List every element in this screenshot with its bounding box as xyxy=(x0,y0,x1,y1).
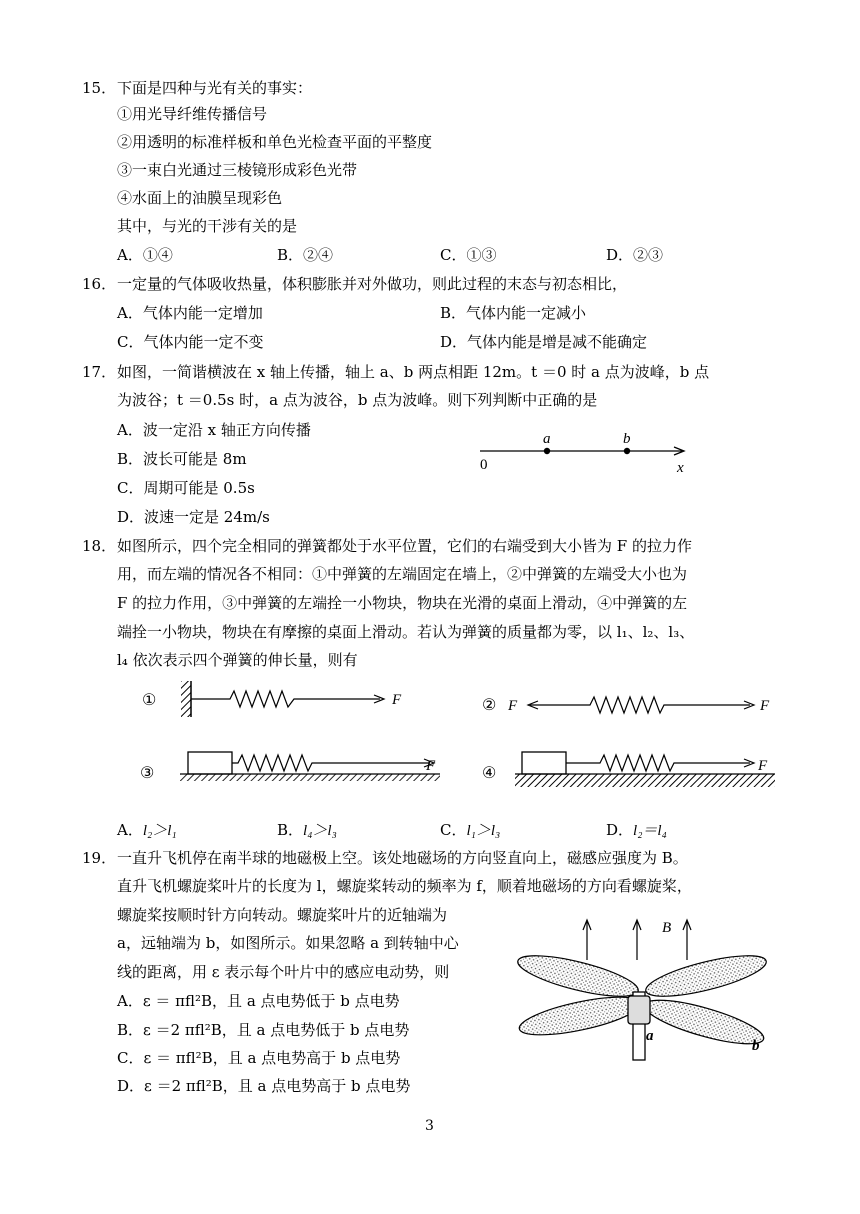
label-B: B xyxy=(662,920,672,936)
q15-number: 15． xyxy=(82,79,117,97)
q17-option-b[interactable]: B．波长可能是 8m xyxy=(117,450,247,468)
q18-option-d[interactable]: D．l₂＝l₄ xyxy=(606,821,667,839)
hub xyxy=(628,996,650,1024)
q17-stem-line1: 如图，一简谐横波在 x 轴上传播，轴上 a、b 两点相距 12m。t ＝0 时 a 点为波峰，b 点 xyxy=(117,363,710,381)
q15-option-c[interactable]: C．①③ xyxy=(440,246,497,264)
q17-option-a[interactable]: A．波一定沿 x 轴正方向传播 xyxy=(117,421,311,439)
spring-4 xyxy=(566,755,750,771)
q18-number: 18． xyxy=(82,537,117,555)
wall xyxy=(181,681,191,717)
q15-fact-2: ②用透明的标准样板和单色光检查平面的平整度 xyxy=(117,133,433,151)
q18-stem-line3: F 的拉力作用，③中弹簧的左端拴一小物块，物块在光滑的桌面上滑动，④中弹簧的左 xyxy=(117,594,688,612)
q19-option-a[interactable]: A．ε ＝ πfl²B，且 a 点电势低于 b 点电势 xyxy=(117,992,400,1010)
q19-stem-line4: a，远轴端为 b，如图所示。如果忽略 a 到转轴中心 xyxy=(117,934,459,952)
q19-option-b[interactable]: B．ε ＝2 πfl²B，且 a 点电势低于 b 点电势 xyxy=(117,1021,410,1039)
block-4 xyxy=(522,752,566,774)
q18-springs-figure xyxy=(130,675,790,800)
label-b: b xyxy=(623,431,631,447)
spring-3 xyxy=(232,755,430,771)
label-a: a xyxy=(646,1028,654,1044)
point-a xyxy=(544,448,550,454)
case-2-label: ② xyxy=(482,697,497,714)
q19-number: 19． xyxy=(82,849,117,867)
q17-option-c[interactable]: C．周期可能是 0.5s xyxy=(117,479,255,497)
block-3 xyxy=(188,752,232,774)
blade xyxy=(514,947,641,1004)
q19-stem-line3: 螺旋桨按顺时针方向转动。螺旋桨叶片的近轴端为 xyxy=(117,906,448,924)
case-4-label: ④ xyxy=(482,765,497,782)
q19-option-d[interactable]: D．ε ＝2 πfl²B，且 a 点电势高于 b 点电势 xyxy=(117,1077,411,1095)
q18-option-b[interactable]: B．l₄＞l₃ xyxy=(277,821,337,839)
force-label: F xyxy=(392,692,402,708)
q16-stem: 一定量的气体吸收热量，体积膨胀并对外做功，则此过程的末态与初态相比， xyxy=(117,275,628,293)
q18-option-a[interactable]: A．l₂＞l₁ xyxy=(117,821,177,839)
q18-stem-line4: 端拴一小物块，物块在有摩擦的桌面上滑动。若认为弹簧的质量都为零，以 l₁、l₂、l₃、 xyxy=(117,623,695,641)
q15-option-d[interactable]: D．②③ xyxy=(606,246,664,264)
q18-option-c[interactable]: C．l₁＞l₃ xyxy=(440,821,501,839)
force-label: F xyxy=(426,758,436,774)
label-origin: 0 xyxy=(480,457,488,473)
label-b: b xyxy=(752,1038,760,1054)
force-label: F xyxy=(758,758,768,774)
q18-stem-line2: 用，而左端的情况各不相同：①中弹簧的左端固定在墙上，②中弹簧的左端受大小也为 xyxy=(117,565,688,583)
q15-fact-1: ①用光导纤维传播信号 xyxy=(117,105,268,123)
q19-stem-line5: 线的距离，用 ε 表示每个叶片中的感应电动势，则 xyxy=(117,963,450,981)
q18-stem-line1: 如图所示，四个完全相同的弹簧都处于水平位置，它们的右端受到大小皆为 F 的拉力作 xyxy=(117,537,692,555)
q15-fact-3: ③一束白光通过三棱镜形成彩色光带 xyxy=(117,161,358,179)
label-a: a xyxy=(543,431,551,447)
case-3-label: ③ xyxy=(140,765,155,782)
q15-option-b[interactable]: B．②④ xyxy=(277,246,334,264)
q17-number: 17． xyxy=(82,363,117,381)
case-1-label: ① xyxy=(142,692,157,709)
q17-stem-line2: 为波谷；t ＝0.5s 时，a 点为波谷，b 点为波峰。则下列判断中正确的是 xyxy=(117,391,598,409)
q19-stem-line1: 一直升飞机停在南半球的地磁极上空。该处地磁场的方向竖直向上，磁感应强度为 B。 xyxy=(117,849,688,867)
blade xyxy=(642,947,769,1004)
spring-1 xyxy=(191,691,380,707)
q17-option-d[interactable]: D．波速一定是 24m/s xyxy=(117,508,270,526)
spring-2 xyxy=(530,697,750,713)
q19-propeller-figure xyxy=(510,910,780,1070)
q15-option-a[interactable]: A．①④ xyxy=(117,246,173,264)
q15-ask: 其中，与光的干涉有关的是 xyxy=(117,217,298,235)
q15-fact-4: ④水面上的油膜呈现彩色 xyxy=(117,189,283,207)
q19-stem-line2: 直升飞机螺旋桨叶片的长度为 l，螺旋桨转动的频率为 f，顺着地磁场的方向看螺旋桨， xyxy=(117,877,692,895)
force-label: F xyxy=(508,698,518,714)
q16-number: 16． xyxy=(82,275,117,293)
blade xyxy=(641,991,768,1052)
q15-stem: 下面是四种与光有关的事实： xyxy=(117,79,313,97)
point-b xyxy=(624,448,630,454)
q17-axis-figure xyxy=(470,425,700,480)
label-x: x xyxy=(677,460,684,476)
page-number: 3 xyxy=(425,1118,434,1134)
blade xyxy=(516,989,643,1042)
q18-stem-line5: l₄ 依次表示四个弹簧的伸长量，则有 xyxy=(117,651,358,669)
q16-option-b[interactable]: B．气体内能一定减小 xyxy=(440,304,587,322)
q16-option-d[interactable]: D．气体内能是增是减不能确定 xyxy=(440,333,648,351)
q16-option-c[interactable]: C．气体内能一定不变 xyxy=(117,333,264,351)
q16-option-a[interactable]: A．气体内能一定增加 xyxy=(117,304,263,322)
q19-option-c[interactable]: C．ε ＝ πfl²B，且 a 点电势高于 b 点电势 xyxy=(117,1049,401,1067)
force-label: F xyxy=(760,698,770,714)
